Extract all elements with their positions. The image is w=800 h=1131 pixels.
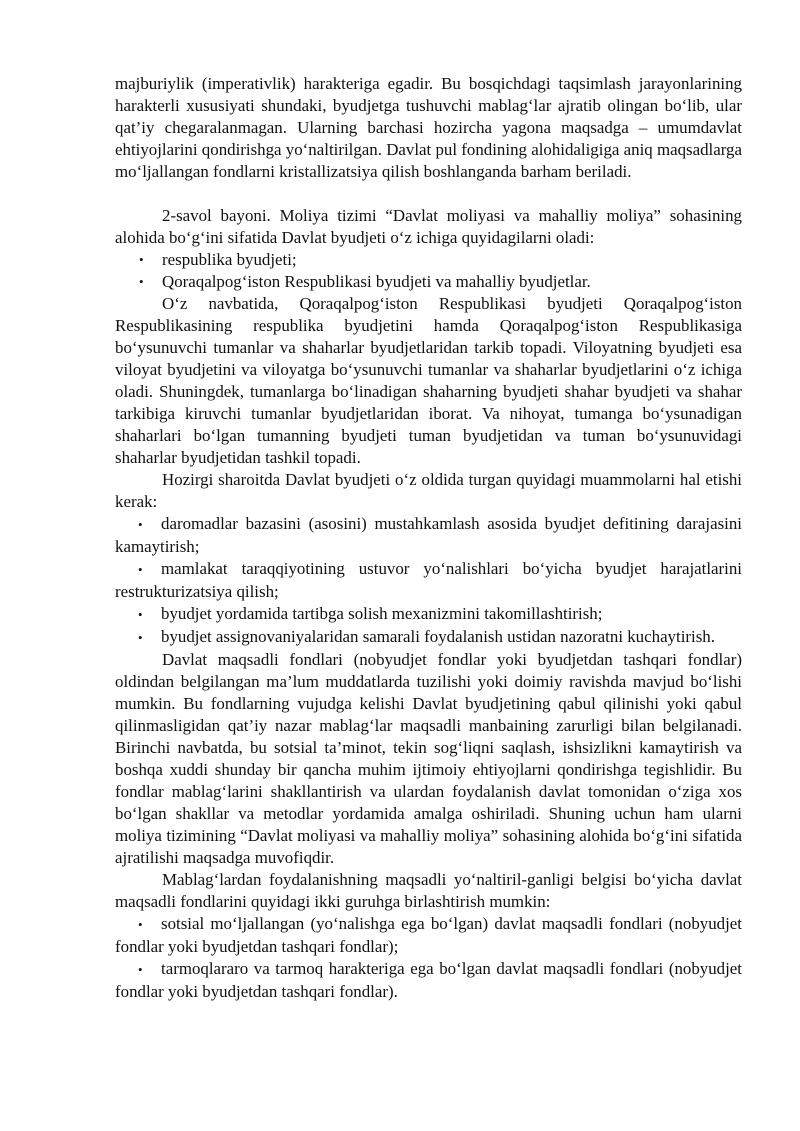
bullet-icon: •	[138, 517, 143, 532]
bullet-icon: •	[138, 962, 143, 977]
list-item	[115, 603, 742, 626]
list-item	[115, 626, 742, 649]
bullet-icon: •	[138, 562, 143, 577]
list-item-text: sotsial mo‘ljallangan (yo‘nalishga ega bo‘lgan) davlat maqsadli fondlari (nobyudjet fondlar yoki byudjetdan tashqari fondlar);	[115, 914, 742, 956]
paragraph-karakalpak-budget: O‘z navbatida, Qoraqalpog‘iston Respublikasi byudjeti Qoraqalpog‘iston Respublikasining respublika byudjetini hamda Qoraqalpog‘iston Respublikasiga bo‘ysunuvchi tumanlar va shaharlar byudjetlaridan tarkib topadi. Viloyatning byudjeti esa viloyat byudjetini va viloyatga bo‘ysunuvchi tumanlar va shaharlar byudjetlarini o‘z ichiga oladi. Shuningdek, tumanlarga bo‘linadigan shaharning byudjeti shahar byudjeti va shahar tarkibiga kiruvchi tumanlar byudjetlaridan iborat. Va nihoyat, tumanga bo‘ysunadigan shaharlari bo‘lgan tumanning byudjeti tuman byudjetidan va tuman bo‘ysunuvidagi shaharlar byudjetidan tashkil topadi.	[115, 294, 742, 467]
paragraph-current-problems: Hozirgi sharoitda Davlat byudjeti o‘z oldida turgan quyidagi muammolarni hal etishi kerak:	[115, 470, 742, 511]
list-item-text: daromadlar bazasini (asosini) mustahkamlash asosida byudjet defitining darajasini kamaytirish;	[115, 514, 742, 556]
list-item-text: byudjet yordamida tartibga solish mexanizmini takomillashtirish;	[161, 604, 603, 623]
bullet-icon: •	[139, 252, 144, 267]
list-item-text: byudjet assignovaniyalaridan samarali foydalanish ustidan nazoratni kuchaytirish.	[161, 627, 715, 646]
budget-components-list	[115, 249, 742, 293]
bullet-icon: •	[139, 274, 144, 289]
list-item	[115, 513, 742, 558]
list-item	[115, 249, 742, 271]
fund-groups-list	[115, 913, 742, 1003]
paragraph-gap	[115, 183, 742, 205]
bullet-icon: •	[138, 630, 143, 645]
list-item	[115, 958, 742, 1003]
paragraph-fund-groups: Mablag‘lardan foydalanishning maqsadli yo‘naltiril-ganligi belgisi bo‘yicha davlat maqsadli fondlarini quyidagi ikki guruhga birlashtirish mumkin:	[115, 870, 742, 911]
bullet-icon: •	[138, 607, 143, 622]
list-item	[115, 913, 742, 958]
problems-list	[115, 513, 742, 649]
paragraph-question-2: 2-savol bayoni. Moliya tizimi “Davlat moliyasi va mahalliy moliya” sohasining alohida bo‘g‘ini sifatida Davlat byudjeti o‘z ichiga quyidagilarni oladi:	[115, 206, 742, 247]
bullet-icon: •	[138, 917, 143, 932]
list-item	[115, 558, 742, 603]
list-item	[115, 271, 742, 293]
list-item-text: tarmoqlararo va tarmoq harakteriga ega bo‘lgan davlat maqsadli fondlari (nobyudjet fondlar yoki byudjetdan tashqari fondlar).	[115, 959, 742, 1001]
paragraph-intro: majburiylik (imperativlik) harakteriga egadir. Bu bosqichdagi taqsimlash jarayonlarining harakterli xususiyati shundaki, byudjetga tushuvchi mablag‘lar ajratib olingan bo‘lib, ular qat’iy chegaralanmagan. Ularning barchasi hozircha yagona maqsadga – umumdavlat ehtiyojlarini qondirishga yo‘naltirilgan. Davlat pul fondining alohidaligiga aniq maqsadlarga mo‘ljallangan fondlarni kristallizatsiya qilish boshlanganda barham beriladi.	[115, 74, 742, 181]
document-page	[115, 73, 742, 1003]
list-item-text: Qoraqalpog‘iston Respublikasi byudjeti va mahalliy byudjetlar.	[162, 272, 591, 291]
list-item-text: mamlakat taraqqiyotining ustuvor yo‘nalishlari bo‘yicha byudjet harajatlarini restrukturizatsiya qilish;	[115, 559, 742, 601]
paragraph-target-funds: Davlat maqsadli fondlari (nobyudjet fondlar yoki byudjetdan tashqari fondlar) oldindan belgilangan ma’lum muddatlarda tuzilishi yoki doimiy ravishda mavjud bo‘lishi mumkin. Bu fondlarning vujudga kelishi Davlat byudjetining qabul qilinishi yoki qabul qilinmasligidan qat’iy nazar mablag‘lar maqsadli manbaining zarurligi bilan belgilanadi. Birinchi navbatda, bu sotsial ta’minot, tekin sog‘liqni saqlash, ishsizlikni kamaytirish va boshqa xuddi shunday bir qancha muhim ijtimoiy ehtiyojlarni qondirishga tegishlidir. Bu fondlar mablag‘larini shakllantirish va ulardan foydalanish davlat tomonidan o‘ziga xos bo‘lgan shakllar va metodlar yordamida amalga oshiriladi. Shuning uchun ham ularni moliya tizimining “Davlat moliyasi va mahalliy moliya” sohasining alohida bo‘g‘ini sifatida ajratilishi maqsadga muvofiqdir.	[115, 650, 742, 867]
list-item-text: respublika byudjeti;	[162, 250, 297, 269]
